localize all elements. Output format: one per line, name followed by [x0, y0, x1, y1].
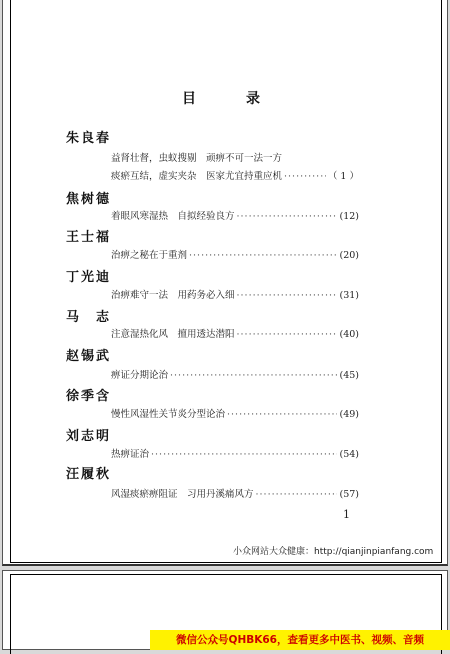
- toc-entry[interactable]: [111, 208, 359, 222]
- toc-entry[interactable]: [111, 168, 359, 182]
- toc-title: 目 录: [182, 91, 278, 107]
- toc-entry-page: (40): [339, 329, 359, 340]
- toc-entry[interactable]: [111, 446, 359, 460]
- toc-entry-text: 痹证分期论治: [111, 370, 169, 381]
- promo-banner: 微信公众号QHBK66，查看更多中医书、视频、音频: [150, 630, 450, 650]
- toc-entry-text: 治痹难守一法 用药务必入细: [111, 290, 235, 301]
- leader-dots: [284, 171, 326, 182]
- toc-entry-text: 治痹之秘在于重剂: [111, 250, 188, 261]
- toc-entry[interactable]: [111, 367, 359, 381]
- toc-entry[interactable]: [111, 287, 359, 301]
- leader-dots: [237, 290, 338, 301]
- document-page: [2, 0, 448, 566]
- toc-entry-text: 益肾壮督，虫蚁搜剔 顽痹不可一法一方: [111, 153, 283, 164]
- toc-entry-page: (45): [339, 370, 359, 381]
- author-name: 焦树德: [66, 192, 112, 207]
- toc-entry-page: (20): [339, 250, 359, 261]
- leader-dots: [189, 250, 337, 261]
- toc-entry[interactable]: [111, 486, 359, 500]
- author-name: 朱良春: [66, 131, 112, 146]
- toc-entry[interactable]: [111, 326, 359, 340]
- author-name: 王士福: [66, 230, 112, 245]
- leader-dots: [151, 449, 337, 460]
- leader-dots: [170, 370, 337, 381]
- leader-dots: [237, 211, 338, 222]
- toc-entry-page: (12): [339, 211, 359, 222]
- author-name: 丁光迪: [66, 270, 112, 285]
- author-name: 赵锡武: [66, 349, 112, 364]
- toc-entry-page: (54): [339, 449, 359, 460]
- toc-entry-text: 慢性风湿性关节炎分型论治: [111, 409, 226, 420]
- toc-entry[interactable]: [111, 406, 359, 420]
- toc-entry-text: 风湿痰瘀痹阻证 习用丹溪痛风方: [111, 489, 254, 500]
- toc-entry[interactable]: [111, 247, 359, 261]
- toc-entry-text: 注意湿热化风 擅用透达潜阳: [111, 329, 235, 340]
- footer-note: 小众网站大众健康：http://qianjinpianfang.com: [233, 547, 434, 557]
- toc-entry-page: (31): [339, 290, 359, 301]
- leader-dots: [256, 489, 338, 500]
- toc-entry-page: (57): [339, 489, 359, 500]
- leader-dots: [227, 409, 337, 420]
- author-name: 汪履秋: [66, 467, 112, 482]
- leader-dots: [237, 329, 338, 340]
- toc-entry[interactable]: [111, 150, 359, 164]
- toc-entry-text: 热痹证治: [111, 449, 150, 460]
- toc-entry-text: 着眼风寒湿热 自拟经验良方: [111, 211, 235, 222]
- page-number: 1: [343, 508, 350, 521]
- toc-entry-text: 痰瘀互结，虚实夹杂 医家尤宜持重应机: [111, 171, 283, 182]
- author-name: 马 志: [66, 310, 112, 325]
- toc-entry-page: (49): [339, 409, 359, 420]
- author-name: 刘志明: [66, 429, 112, 444]
- toc-entry-page: （ 1 ）: [327, 171, 359, 182]
- author-name: 徐季含: [66, 389, 112, 404]
